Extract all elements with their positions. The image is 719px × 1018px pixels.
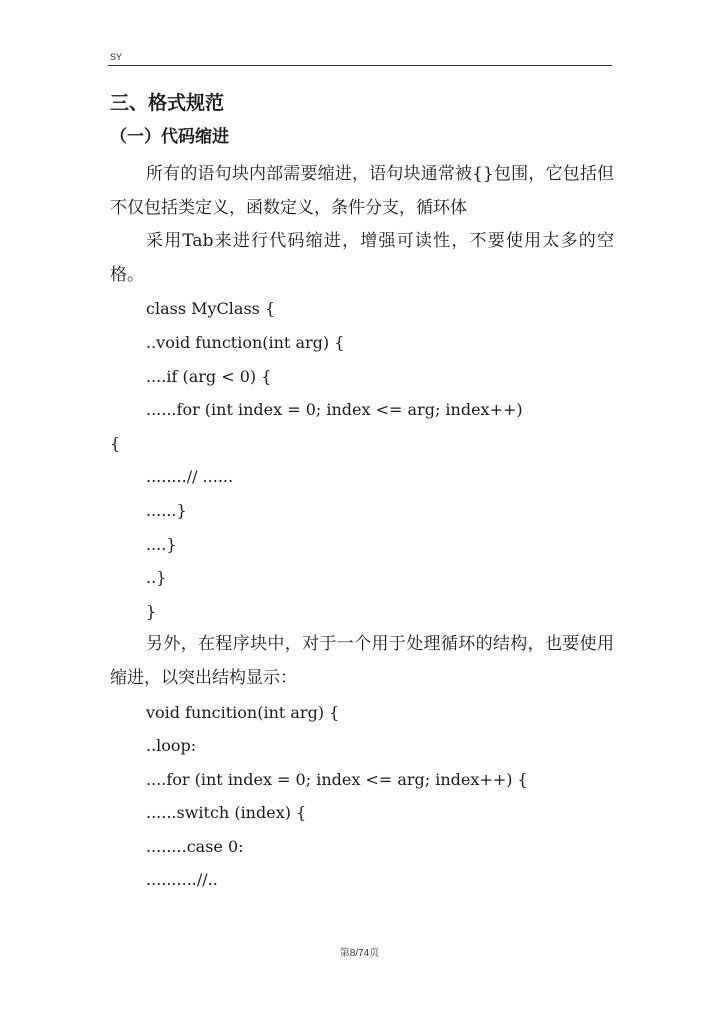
page-header-rule: [108, 65, 612, 66]
code-line: }: [146, 601, 157, 621]
code-line: ....for (int index = 0; index <= arg; index++) {: [146, 769, 528, 789]
code-line: ......}: [146, 500, 187, 520]
code-line: {: [110, 433, 121, 453]
paragraph-tab-indent: 采用Tab来进行代码缩进，增强可读性，不要使用太多的空格。: [110, 231, 614, 285]
paragraph-block-intro: 所有的语句块内部需要缩进，语句块通常被{}包围，它包括但不仅包括类定义，函数定义，条件分支，循环体: [110, 164, 614, 218]
code-line: ......for (int index = 0; index <= arg; index++): [146, 400, 523, 420]
code-line: ..........//..: [146, 870, 218, 890]
code-line: ..loop:: [146, 736, 197, 756]
code-line: ......switch (index) {: [146, 803, 307, 823]
subsection-heading: （一）代码缩进: [110, 127, 229, 147]
code-line: void funcition(int arg) {: [146, 702, 340, 722]
code-line: ..void function(int arg) {: [146, 332, 345, 352]
code-sample-class: [110, 292, 614, 628]
code-line: ....if (arg < 0) {: [146, 366, 272, 386]
section-heading: 三、格式规范: [110, 92, 225, 114]
page-number: 第8/74页: [339, 948, 380, 959]
page-header-label: SY: [110, 52, 123, 62]
code-line: ........case 0:: [146, 836, 244, 856]
code-sample-loop: [110, 696, 614, 898]
code-line: ........// ......: [146, 467, 234, 487]
code-line: class MyClass {: [146, 299, 276, 319]
paragraph-loop-indent: 另外，在程序块中，对于一个用于处理循环的结构，也要使用缩进，以突出结构显示：: [110, 634, 614, 688]
document-body: [110, 88, 614, 897]
code-line: ..}: [146, 568, 167, 588]
code-line: ....}: [146, 534, 177, 554]
